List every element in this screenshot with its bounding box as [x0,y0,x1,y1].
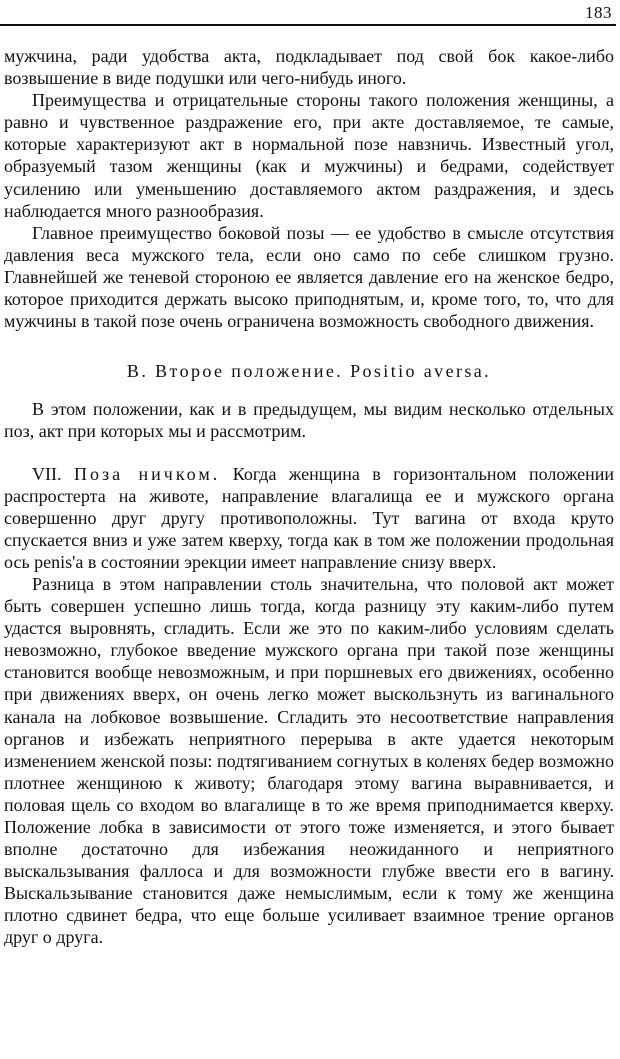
paragraph-3: Главное преимущество боковой позы — ее удобство в смысле отсутствия давления веса мужского тела, если оно само по себе слишком грузно. Главнейшей же теневой стороною ее является давление его на женское бедро, которое приходится держать высоко приподнятым, и, кроме того, то, что для мужчины в такой позе очень ограничена возможность свободного движения. [4,222,614,332]
page-number: 183 [585,3,612,22]
section-heading [4,360,614,382]
section-heading-latin: Positio aversa. [350,361,492,382]
section-heading-title: Второе положение. [155,361,344,382]
subsection-paragraph [4,463,614,573]
paragraph-4: В этом положении, как и в предыдущем, мы видим несколько отдельных поз, акт при которых мы и рассмотрим. [4,399,614,442]
section-heading-prefix: В. [126,361,149,382]
paragraph-6: Разница в этом направлении столь значительна, что половой акт может быть совершен успешно лишь тогда, когда разницу эту каким-либо путем удастся выровнять, сгладить. Если же это по каким-либо условиям сделать невозможно, глубокое введение мужского органа при такой позе женщины становится вообще невозможным, и при поршневых его движениях, особенно при движениях вверх, он очень легко может выскользнуть из вагинального канала на лобковое возвышение. Сгладить это несоответствие направления органов и избежать неприятного перерыва в акте удается некоторым изменением женской позы: подтягиванием согнутых в коленях бедер возможно плотнее женщиною к животу; благодаря этому вагина выравнивается, и половая щель со входом во влагалище в то же время приподнимается кверху. Положение лобка в зависимости от этого тоже изменяется, и этого бывает вполне достаточно для избежания неожиданного и неприятного выскальзывания фаллоса и для возможности глубже ввести его в вагину. Выскальзывание становится даже немыслимым, если к тому же женщина плотно сдвинет бедра, что еще больше усиливает взаимное трение органов друг о друга. [4,573,614,948]
subsection-text: Когда женщина в горизонтальном положении распростерта на животе, направление влагалища ее и мужского органа совершенно друг другу противоположны. Тут вагина от входа круто спускается вниз и уже затем кверху, тогда как в том же положении продольная ось penis'а в состоянии эрекции имеет направление снизу вверх. [4,463,615,572]
paragraph-1: мужчина, ради удобства акта, подкладывает под свой бок какое-либо возвышение в виде подушки или чего-нибудь иного. [4,46,614,89]
subsection-numeral: VII. [32,463,62,484]
body-text [4,45,614,949]
paragraph-2: Преимущества и отрицательные стороны такого положения женщины, а равно и чувственное раздражение его, при акте доставляемое, те самые, которые характеризуют акт в нормальной позе навзничь. Известный угол, образуемый тазом женщины (как и мужчины) и бедрами, содействует усилению или уменьшению доставляемого актом раздражения, и здесь наблюдается много разнообразия. [4,90,614,221]
subsection-title: Поза ничком. [73,463,221,484]
header-rule [0,24,616,26]
